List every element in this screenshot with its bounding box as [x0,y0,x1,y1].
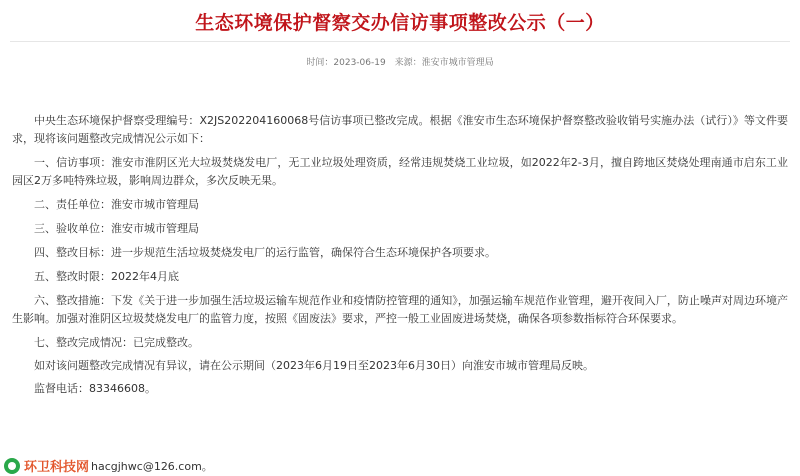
publish-time: 时间：2023-06-19 [306,58,386,68]
objection-paragraph: 如对该问题整改完成情况有异议，请在公示期间（2023年6月19日至2023年6月30日）向淮安市城市管理局反映。 [34,359,594,372]
item-status: 七、整改完成情况：已完成整改。 [34,336,199,349]
item-petition: 一、信访事项：淮安市淮阴区光大垃圾焚烧发电厂，无工业垃圾处理资质，经常违规焚烧工业垃圾，如2022年2-3月，擅自跨地区焚烧处理南通市启东工业园区2万多吨特殊垃圾，影响周边群众，多次反映无果。 [12,156,788,187]
item-goal: 四、整改目标：进一步规范生活垃圾焚烧发电厂的运行监管，确保符合生态环境保护各项要求。 [34,246,496,259]
watermark-icon [4,458,20,474]
watermark-logo [4,456,89,475]
page-title: 生态环境保护督察交办信访事项整改公示（一） [195,12,605,34]
title-divider [10,41,790,42]
phone-paragraph: 监督电话：83346608。 [34,382,156,395]
item-deadline: 五、整改时限：2022年4月底 [34,270,179,283]
item-responsible-unit: 二、责任单位：淮安市城市管理局 [34,198,199,211]
item-measures: 六、整改措施：下发《关于进一步加强生活垃圾运输车规范作业和疫情防控管理的通知》，加强运输车规范作业管理，避开夜间入厂，防止噪声对周边环境产生影响。加强对淮阴区垃圾焚烧发电厂的监管力度，按照《固废法》要求，严控一般工业固废进场焚烧，确保各项参数指标符合环保要求。 [12,294,788,325]
email-text: hacgjhwc@126.com。 [91,460,213,473]
article-body [12,112,788,398]
intro-paragraph: 中央生态环境保护督察受理编号：X2JS202204160068号信访事项已整改完成。根据《淮安市生态环境保护督察整改验收销号实施办法（试行）》等文件要求，现将该问题整改完成情况公示如下： [12,114,788,145]
item-acceptance-unit: 三、验收单位：淮安市城市管理局 [34,222,199,235]
watermark-text: 环卫科技网 [24,460,90,475]
publish-source: 来源：淮安市城市管理局 [394,58,494,68]
article-meta [0,55,800,68]
